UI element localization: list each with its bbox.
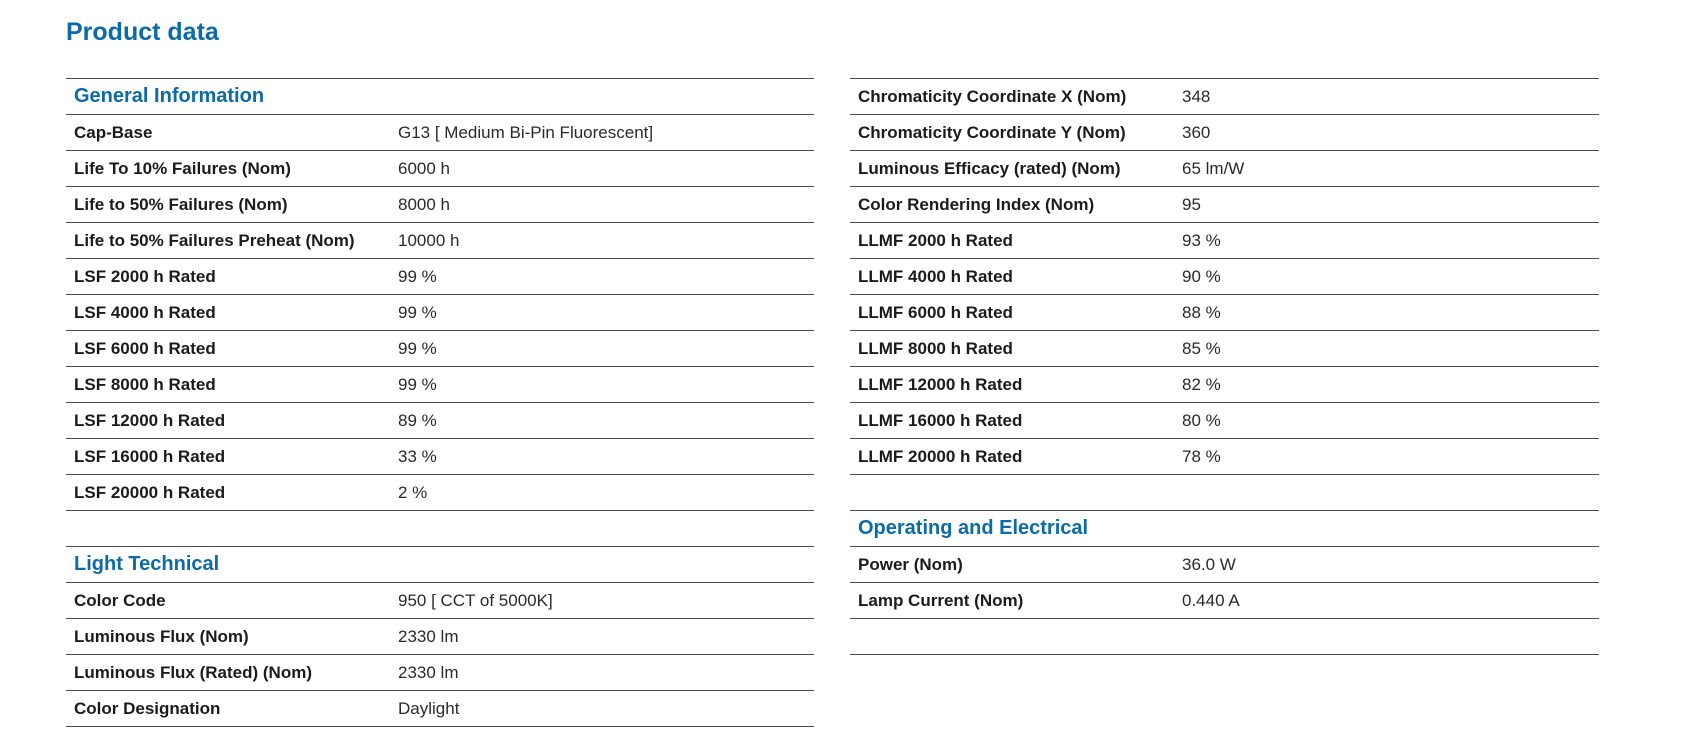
row-value: 33 % <box>398 446 437 466</box>
section-heading-general-information <box>66 79 814 115</box>
row-value: 10000 h <box>398 230 460 250</box>
row-label: LLMF 2000 h Rated <box>858 230 1013 250</box>
row-label: LSF 8000 h Rated <box>74 374 216 394</box>
table-row <box>850 115 1599 151</box>
row-value: 93 % <box>1182 230 1221 250</box>
table-row <box>850 151 1599 187</box>
row-label: Lamp Current (Nom) <box>858 590 1024 610</box>
row-value: 2330 lm <box>398 626 459 646</box>
table-row <box>850 439 1599 475</box>
left-column <box>66 78 814 727</box>
row-label: Chromaticity Coordinate X (Nom) <box>858 86 1127 106</box>
row-value: 82 % <box>1182 374 1221 394</box>
table-row <box>66 295 814 331</box>
row-value: 99 % <box>398 302 437 322</box>
row-label: Life to 50% Failures (Nom) <box>74 194 288 214</box>
section-heading-light-technical <box>66 547 814 583</box>
page-title: Product data <box>66 18 219 46</box>
light-technical-continued-table <box>850 79 1599 475</box>
light-technical-table <box>66 583 814 727</box>
table-row <box>66 655 814 691</box>
row-value: 2 % <box>398 482 428 502</box>
table-row <box>66 331 814 367</box>
row-value: 89 % <box>398 410 437 430</box>
table-row <box>850 295 1599 331</box>
row-value: 348 <box>1182 86 1211 106</box>
row-value: 6000 h <box>398 158 450 178</box>
table-row <box>66 115 814 151</box>
table-row <box>66 691 814 727</box>
row-value: 0.440 A <box>1182 590 1240 610</box>
row-label: Cap-Base <box>74 122 153 142</box>
row-value: 360 <box>1182 122 1211 142</box>
row-label: LSF 12000 h Rated <box>74 410 226 430</box>
table-row <box>850 403 1599 439</box>
row-label: Luminous Efficacy (rated) (Nom) <box>858 158 1121 178</box>
table-row <box>66 403 814 439</box>
row-label: LLMF 6000 h Rated <box>858 302 1013 322</box>
row-label: Luminous Flux (Nom) <box>74 626 249 646</box>
table-row <box>66 439 814 475</box>
row-value: G13 [ Medium Bi-Pin Fluorescent] <box>398 122 654 142</box>
row-label: LLMF 16000 h Rated <box>858 410 1023 430</box>
row-value: 36.0 W <box>1182 554 1236 574</box>
general-information-table <box>66 115 814 511</box>
section-spacer <box>850 619 1599 655</box>
table-row <box>66 151 814 187</box>
section-spacer <box>66 511 814 547</box>
table-row <box>66 223 814 259</box>
table-row <box>850 259 1599 295</box>
row-value: 80 % <box>1182 410 1221 430</box>
row-label: LLMF 8000 h Rated <box>858 338 1013 358</box>
row-label: Color Designation <box>74 698 221 718</box>
row-label: Chromaticity Coordinate Y (Nom) <box>858 122 1126 142</box>
row-label: LLMF 12000 h Rated <box>858 374 1023 394</box>
table-row <box>66 619 814 655</box>
row-label: LLMF 4000 h Rated <box>858 266 1013 286</box>
section-heading-operating-and-electrical <box>850 511 1599 547</box>
table-row <box>66 367 814 403</box>
table-row <box>850 583 1599 619</box>
row-label: LSF 20000 h Rated <box>74 482 226 502</box>
section-title: Operating and Electrical <box>858 517 1089 539</box>
row-value: 90 % <box>1182 266 1221 286</box>
table-row <box>66 475 814 511</box>
row-label: Luminous Flux (Rated) (Nom) <box>74 662 312 682</box>
section-title: Light Technical <box>74 553 220 575</box>
section-spacer <box>850 475 1599 511</box>
section-title: General Information <box>74 85 265 107</box>
table-row <box>66 583 814 619</box>
row-label: Life To 10% Failures (Nom) <box>74 158 291 178</box>
row-label: Power (Nom) <box>858 554 963 574</box>
table-row <box>850 187 1599 223</box>
right-column <box>850 78 1599 655</box>
row-label: Life to 50% Failures Preheat (Nom) <box>74 230 355 250</box>
table-row <box>850 331 1599 367</box>
row-value: 88 % <box>1182 302 1221 322</box>
row-label: Color Code <box>74 590 166 610</box>
row-label: LSF 16000 h Rated <box>74 446 226 466</box>
row-value: 99 % <box>398 266 437 286</box>
row-value: 99 % <box>398 374 437 394</box>
row-value: 95 <box>1182 194 1201 214</box>
table-row <box>850 367 1599 403</box>
table-row <box>850 547 1599 583</box>
row-label: Color Rendering Index (Nom) <box>858 194 1095 214</box>
row-label: LSF 6000 h Rated <box>74 338 216 358</box>
row-label: LSF 4000 h Rated <box>74 302 216 322</box>
operating-electrical-table <box>850 547 1599 619</box>
row-value: 2330 lm <box>398 662 459 682</box>
row-label: LLMF 20000 h Rated <box>858 446 1023 466</box>
row-value: 85 % <box>1182 338 1221 358</box>
table-row <box>850 223 1599 259</box>
table-row <box>66 187 814 223</box>
row-label: LSF 2000 h Rated <box>74 266 216 286</box>
row-value: 99 % <box>398 338 437 358</box>
row-value: 8000 h <box>398 194 450 214</box>
table-row <box>850 79 1599 115</box>
row-value: 65 lm/W <box>1182 158 1245 178</box>
row-value: Daylight <box>398 698 460 718</box>
row-value: 78 % <box>1182 446 1221 466</box>
row-value: 950 [ CCT of 5000K] <box>398 590 553 610</box>
table-row <box>66 259 814 295</box>
